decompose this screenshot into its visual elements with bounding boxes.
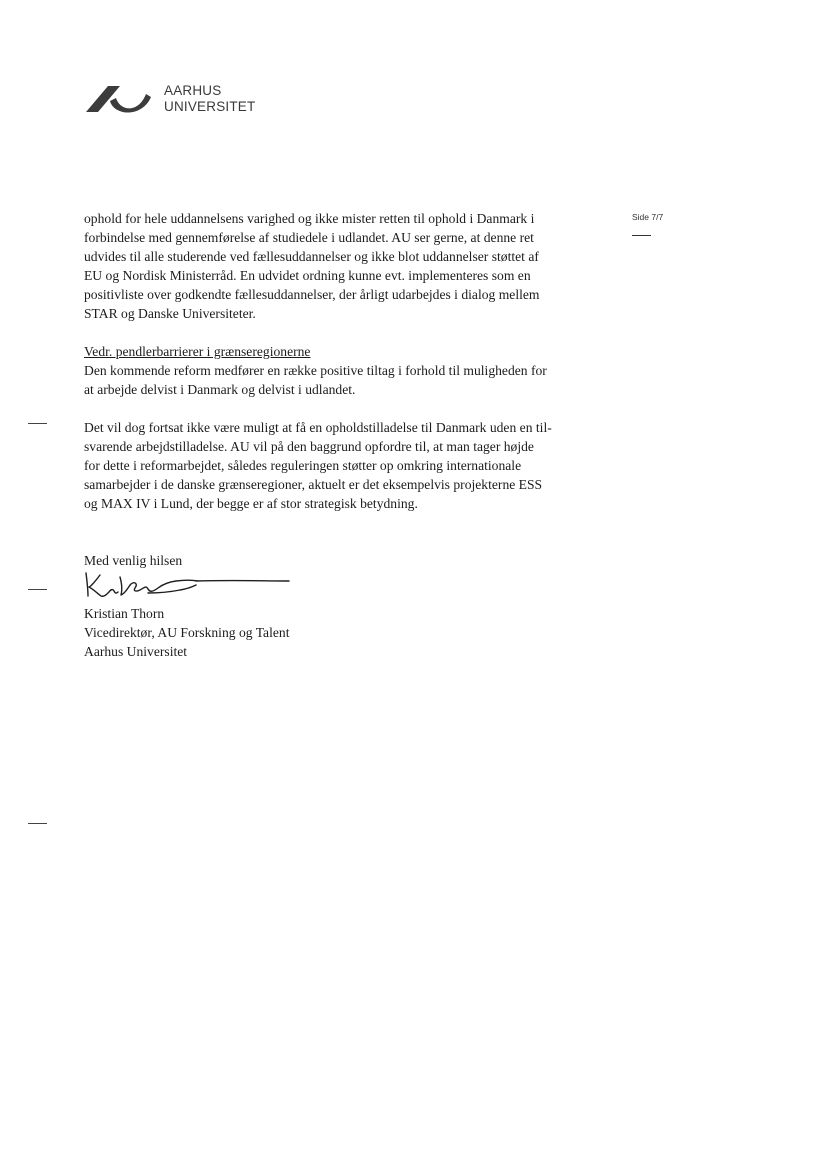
page-number: Side 7/7 (632, 212, 664, 222)
fold-mark-1 (28, 423, 47, 424)
text-line: at arbejde delvist i Danmark og delvist i udlandet. (84, 382, 356, 397)
signatory-organization: Aarhus Universitet (84, 644, 188, 659)
text-line: Det vil dog fortsat ikke være muligt at få en opholdstilladelse til Danmark uden en til- (84, 420, 552, 435)
letter-body (84, 209, 614, 570)
paragraph-3 (84, 418, 614, 513)
text-line: ophold for hele uddannelsens varighed og ikke mister retten til ophold i Danmark i (84, 211, 535, 226)
punch-mark (28, 823, 47, 824)
paragraph-1 (84, 209, 614, 323)
signatory-title: Vicedirektør, AU Forskning og Talent (84, 625, 290, 640)
text-line: svarende arbejdstilladelse. AU vil på den baggrund opfordre til, at man tager højde (84, 439, 534, 454)
text-line: udvides til alle studerende ved fællesuddannelser og ikke blot uddannelser støttet af (84, 249, 539, 264)
text-line: forbindelse med gennemførelse af studiedele i udlandet. AU ser gerne, at denne ret (84, 230, 534, 245)
text-line: Den kommende reform medfører en række positive tiltag i forhold til muligheden for (84, 363, 547, 378)
text-line: samarbejder i de danske grænseregioner, aktuelt er det eksempelvis projekterne ESS (84, 477, 543, 492)
text-line: EU og Nordisk Ministerråd. En udvidet ordning kunne evt. implementeres som en (84, 268, 531, 283)
page-number-rule (632, 235, 651, 236)
fold-mark-2 (28, 589, 47, 590)
signature-icon (84, 569, 299, 601)
section-heading: Vedr. pendlerbarrierer i grænseregionerne (84, 344, 311, 359)
au-logo-icon (84, 80, 154, 116)
handwritten-signature (84, 569, 299, 606)
text-line: for dette i reformarbejdet, således reguleringen støtter op omkring internationale (84, 458, 522, 473)
logo-line-2: UNIVERSITET (164, 99, 256, 114)
paragraph-2 (84, 361, 614, 399)
text-line: positivliste over godkendte fællesuddannelser, der årligt udarbejdes i dialog mellem (84, 287, 540, 302)
signatory-name: Kristian Thorn (84, 606, 165, 621)
logo-line-1: AARHUS (164, 83, 222, 98)
signature-block (84, 604, 289, 661)
text-line: STAR og Danske Universiteter. (84, 306, 256, 321)
closing-greeting: Med venlig hilsen (84, 553, 183, 568)
text-line: og MAX IV i Lund, der begge er af stor strategisk betydning. (84, 496, 418, 511)
logo-text (164, 83, 255, 115)
university-logo (84, 80, 274, 120)
